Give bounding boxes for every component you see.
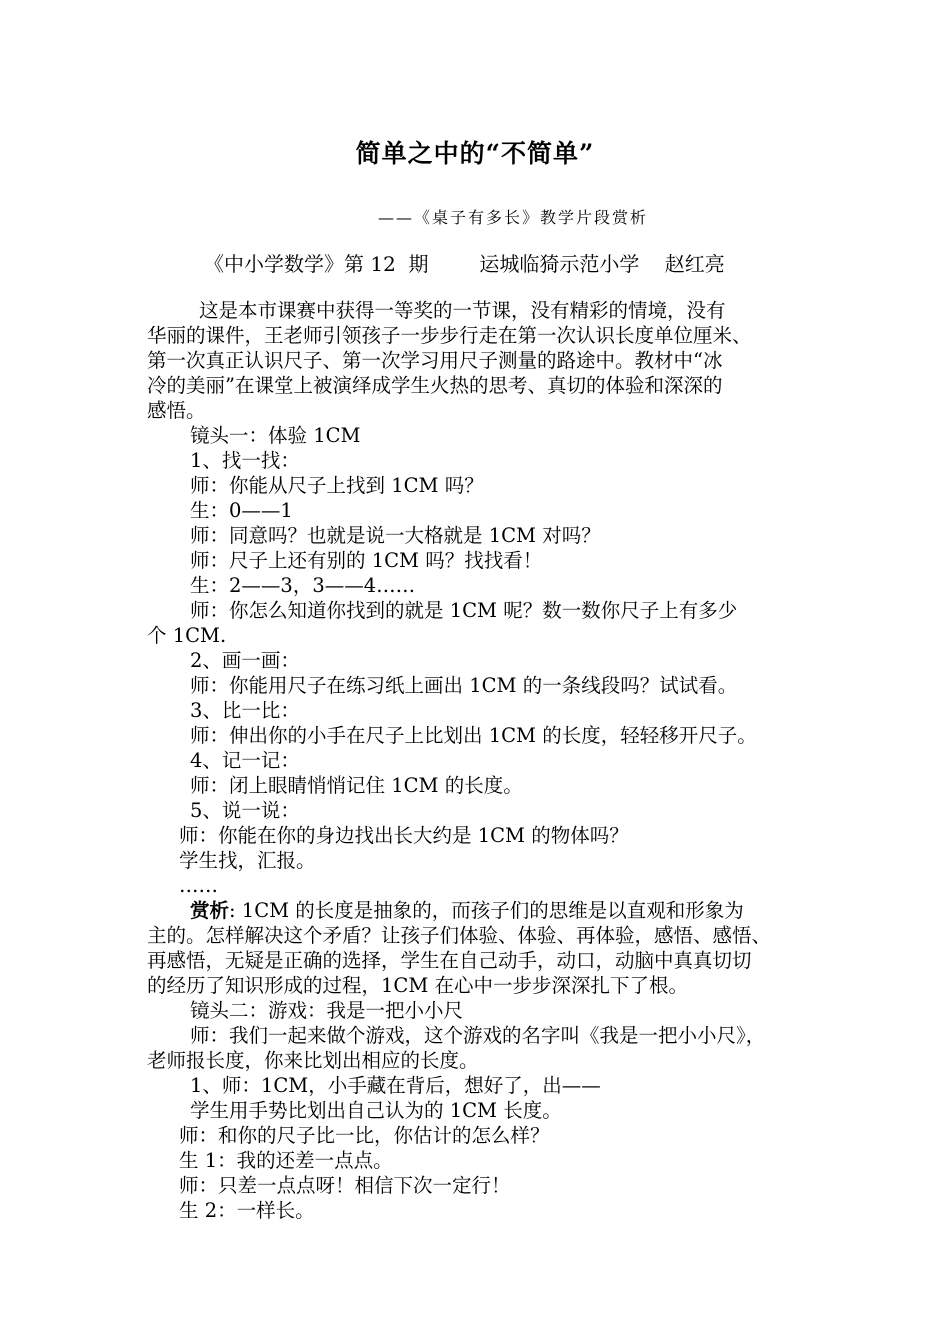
body-line [147, 973, 812, 998]
body-line [147, 1123, 812, 1148]
body-line-text: : 1CM 的长度是抽象的，而孩子们的思维是以直观和形象为 [229, 899, 744, 922]
body-line-text: 师：你怎么知道你找到的就是 1CM 呢？数一数你尺子上有多少 [190, 599, 738, 622]
body-line-text: 师：闭上眼睛悄悄记住 1CM 的长度。 [190, 774, 523, 797]
body-line-text: 生 2：一样长。 [179, 1199, 315, 1222]
body-line [147, 698, 812, 723]
body-line [147, 573, 812, 598]
body-line-text: 学生用手势比划出自己认为的 1CM 长度。 [190, 1099, 562, 1122]
body-line-text: 5、说一说： [190, 799, 300, 822]
body-line [147, 1148, 812, 1173]
body-line [147, 323, 812, 348]
body-line-text: 1、找一找： [190, 449, 300, 472]
document-title: 简单之中的“不简单” [355, 139, 595, 168]
body-line [147, 648, 812, 673]
body-line-text: 冷的美丽”在课堂上被演绎成学生火热的思考、真切的体验和深深的 [147, 374, 723, 397]
body-line [147, 798, 812, 823]
body-line-text: 师：你能在你的身边找出长大约是 1CM 的物体吗？ [179, 824, 629, 847]
body-line-text: 学生找，汇报。 [179, 849, 316, 872]
body-line [147, 298, 812, 323]
body-line-text: 华丽的课件，王老师引领孩子一步步行走在第一次认识长度单位厘米、 [147, 324, 752, 347]
body-line-text: 4、记一记： [190, 749, 300, 772]
body-line [147, 398, 812, 423]
appreciation-label: 赏析 [190, 899, 230, 922]
body-line-text: 感悟。 [147, 399, 206, 422]
body-line [147, 723, 812, 748]
body-line [147, 448, 812, 473]
body-line-text: 第一次真正认识尺子、第一次学习用尺子测量的路途中。教材中“冰 [147, 349, 723, 372]
body-line-text: 镜头一：体验 1CM [190, 424, 361, 447]
body-line-text: 3、比一比： [190, 699, 300, 722]
body-line-text: 师：同意吗？也就是说一大格就是 1CM 对吗？ [190, 524, 601, 547]
body-line [147, 923, 812, 948]
body-line-text: 主的。怎样解决这个矛盾？让孩子们体验、体验、再体验，感悟、感悟、 [147, 924, 772, 947]
body-line [147, 823, 812, 848]
body-line [147, 1173, 812, 1198]
body-line [147, 623, 812, 648]
body-line-text: 师：只差一点点呀！相信下次一定行！ [179, 1174, 511, 1197]
body-line-text: 师：和你的尺子比一比，你估计的怎么样？ [179, 1124, 550, 1147]
body-line-text: 师：我们一起来做个游戏，这个游戏的名字叫《我是一把小小尺》， [190, 1024, 766, 1047]
body-line [147, 1073, 812, 1098]
body-line [147, 898, 812, 923]
body-line [147, 673, 812, 698]
body-line [147, 1098, 812, 1123]
body-line-text: 2、画一画： [190, 649, 300, 672]
body-line-text: 师：尺子上还有别的 1CM 吗？找找看！ [190, 549, 543, 572]
body-line [147, 998, 812, 1023]
body-line-text: 生：2——3，3——4…… [190, 574, 416, 597]
body-line [147, 598, 812, 623]
body-line [147, 523, 812, 548]
body-line-text: 生 1：我的还差一点点。 [179, 1149, 393, 1172]
body-line [147, 498, 812, 523]
body-line [147, 473, 812, 498]
body-line [147, 1048, 812, 1073]
body-line [147, 348, 812, 373]
body-line [147, 748, 812, 773]
document-body [147, 298, 812, 1223]
body-line-text: 的经历了知识形成的过程，1CM 在心中一步步深深扎下了根。 [147, 974, 688, 997]
body-line-text: …… [179, 874, 218, 897]
body-line-text: 师：伸出你的小手在尺子上比划出 1CM 的长度，轻轻移开尺子。 [190, 724, 757, 747]
body-line-text: 1、师：1CM，小手藏在背后，想好了，出—— [190, 1074, 601, 1097]
body-line-text: 师：你能用尺子在练习纸上画出 1CM 的一条线段吗？试试看。 [190, 674, 738, 697]
body-line [147, 423, 812, 448]
body-line-text: 个 1CM. [147, 624, 227, 647]
body-line [147, 848, 812, 873]
body-line-text: 再感悟，无疑是正确的选择，学生在自己动手，动口，动脑中真真切切 [147, 949, 752, 972]
body-line [147, 773, 812, 798]
source-line: 《中小学数学》第 12 期 运城临猗示范小学 赵红亮 [204, 252, 725, 276]
body-line-text: 师：你能从尺子上找到 1CM 吗？ [190, 474, 484, 497]
body-line [147, 1198, 812, 1223]
body-line-text: 镜头二：游戏：我是一把小小尺 [190, 999, 464, 1022]
body-line [147, 948, 812, 973]
body-line [147, 873, 812, 898]
body-line-text: 这是本市课赛中获得一等奖的一节课，没有精彩的情境，没有 [199, 299, 726, 322]
body-line-text: 生：0——1 [190, 499, 293, 522]
body-line [147, 548, 812, 573]
document-subtitle: ——《桌子有多长》教学片段赏析 [378, 208, 649, 227]
body-line-text: 老师报长度，你来比划出相应的长度。 [147, 1049, 479, 1072]
body-line [147, 1023, 812, 1048]
body-line [147, 373, 812, 398]
